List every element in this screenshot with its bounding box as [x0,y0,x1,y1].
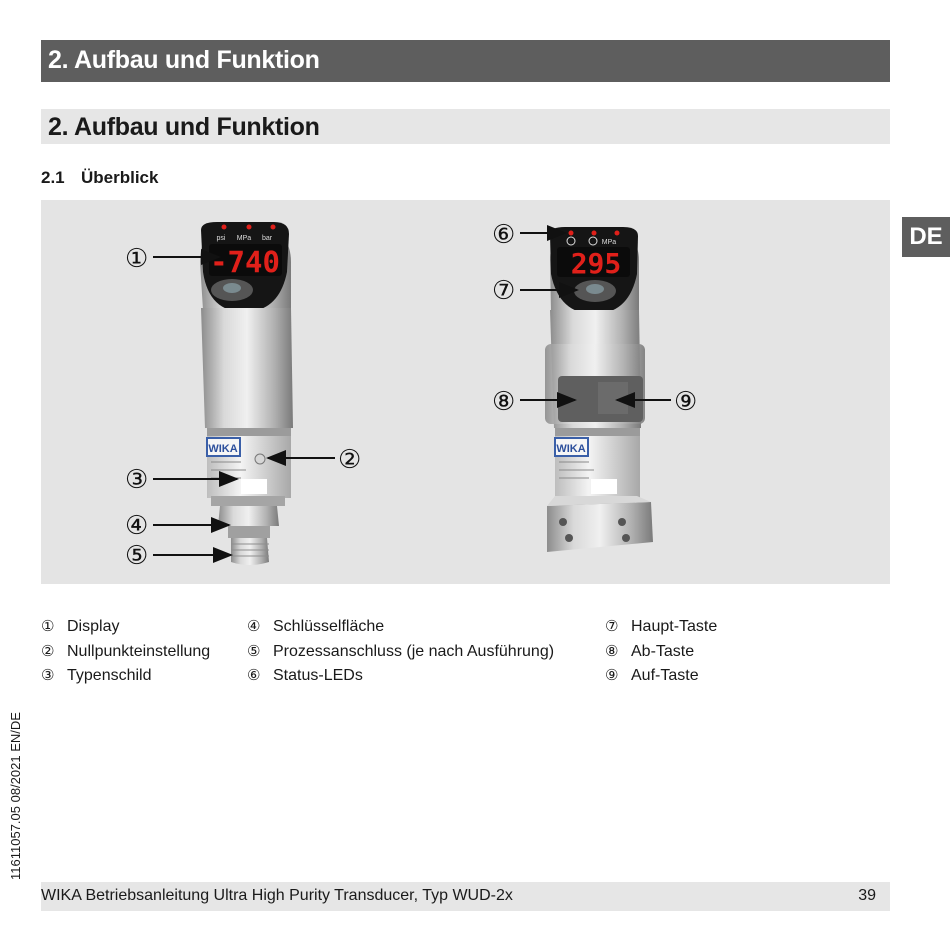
left-unit-mpa: MPa [236,235,252,242]
callout-2-number: ② [338,445,362,475]
callout-3-number: ③ [125,465,149,495]
legend-item: ① Display [41,618,120,635]
callout-4 [125,511,229,541]
left-display-value: -740 [210,245,280,279]
legend-column-3 [605,617,717,691]
section-number: 2.1 [41,168,65,187]
right-brand-label: WIKA [556,443,586,455]
left-transducer [200,222,293,565]
chapter-header-dark [41,40,890,82]
product-figure [41,200,890,584]
left-unit-bar: bar [261,235,273,242]
chapter-header-light [41,109,890,144]
legend-column-2 [247,617,554,691]
legend-item: ⑤ Prozessanschluss (je nach Ausführung) [247,642,555,660]
page-number: 39 [858,887,876,904]
chapter-title-light: 2. Aufbau und Funktion [48,113,320,141]
callout-4-number: ④ [125,511,149,541]
product-illustration [41,200,890,584]
legend-item: ⑦ Haupt-Taste [605,618,718,635]
right-unit-mpa: MPa [601,239,617,246]
legend-item: ⑨ Auf-Taste [605,667,699,684]
footer-text: WIKA Betriebsanleitung Ultra High Purity Transducer, Typ WUD-2x [41,887,513,904]
section-heading [41,168,158,188]
document-reference: 11611057.05 08/2021 EN/DE [8,712,23,880]
legend-column-1 [41,617,210,691]
callout-6-number: ⑥ [492,220,516,250]
left-brand-label: WIKA [208,443,238,455]
legend-item: ② Nullpunkteinstellung [41,642,211,660]
legend-item: ⑥ Status-LEDs [247,667,363,684]
language-tab: DE [902,217,950,257]
legend-item: ⑧ Ab-Taste [605,642,695,660]
callout-7-number: ⑦ [492,276,516,306]
callout-5 [125,541,231,571]
legend-item: ④ Schlüsselfläche [247,618,385,635]
section-title: Überblick [81,168,159,187]
callout-5-number: ⑤ [125,541,149,571]
legend-item: ③ Typenschild [41,667,152,684]
callout-8-number: ⑧ [492,387,516,417]
right-transducer [545,227,653,552]
callout-1-number: ① [125,244,149,274]
callout-9-number: ⑨ [674,387,698,417]
left-unit-psi: psi [216,235,226,242]
page-footer [41,882,890,911]
right-display-value: 295 [570,247,622,280]
chapter-title-dark: 2. Aufbau und Funktion [48,46,320,74]
